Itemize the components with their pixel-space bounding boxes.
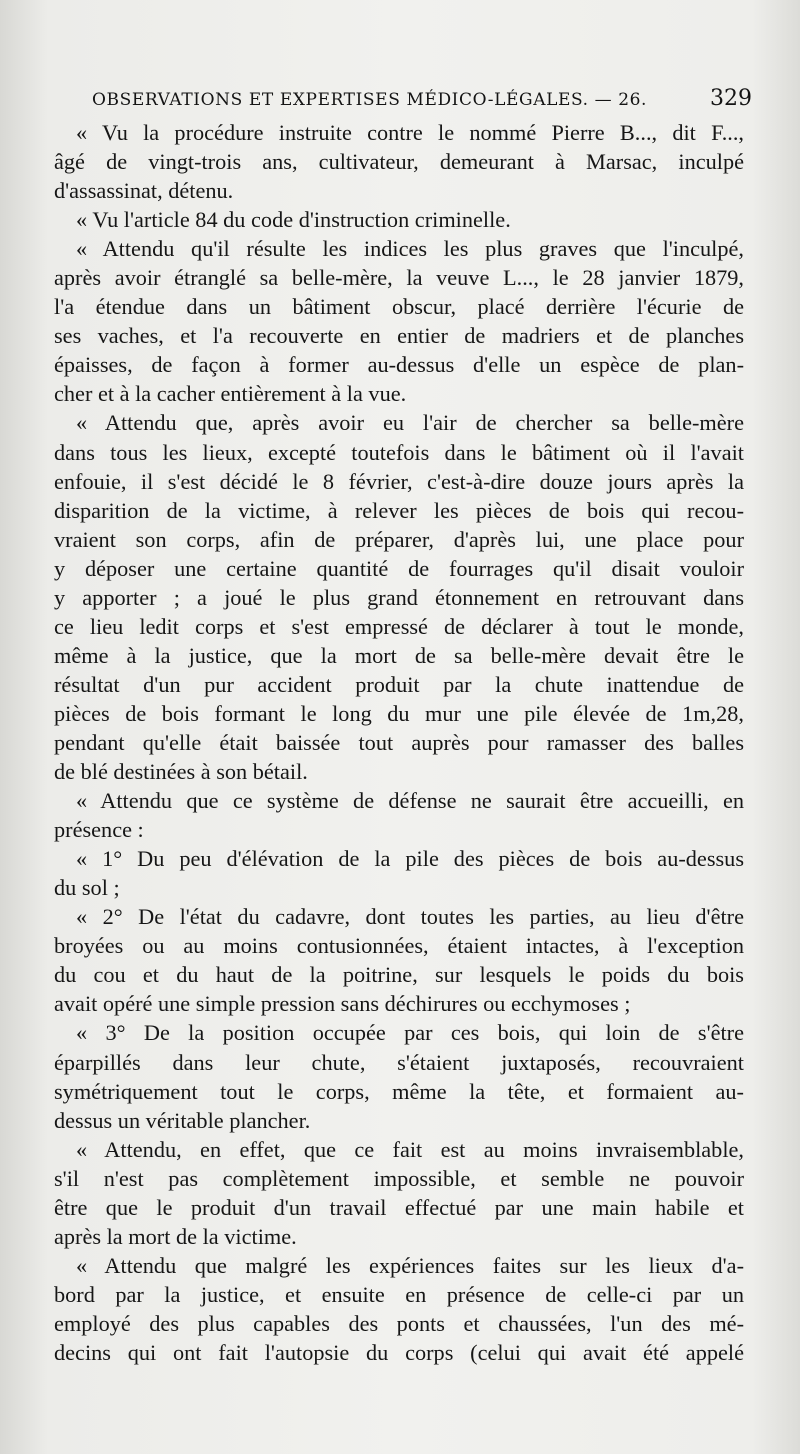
- text-line: « 3° De la position occupée par ces bois, qui loin de s'être: [76, 1020, 744, 1046]
- text-line: dessus un véritable plancher.: [54, 1107, 311, 1133]
- text-line: du sol ;: [54, 875, 120, 901]
- text-line: de blé destinées à son bétail.: [54, 759, 308, 785]
- text-line: pendant qu'elle était baissée tout auprès pour ramasser des balles: [54, 729, 744, 755]
- text-line: « 1° Du peu d'élévation de la pile des pièces de bois au-dessus: [76, 846, 744, 872]
- text-line: « Attendu, en effet, que ce fait est au moins invraisemblable,: [76, 1136, 744, 1162]
- text-line: du cou et du haut de la poitrine, sur lesquels le poids du bois: [54, 962, 744, 988]
- text-line: broyées ou au moins contusionnées, étaient intactes, à l'exception: [54, 933, 744, 959]
- text-line: « Attendu que ce système de défense ne saurait être accueilli, en: [76, 788, 744, 814]
- text-line: d'assassinat, détenu.: [54, 178, 234, 204]
- text-line: bord par la justice, et ensuite en présence de celle-ci par un: [54, 1281, 744, 1307]
- text-line: s'il n'est pas complètement impossible, et semble ne pouvoir: [54, 1165, 744, 1191]
- text-line: même à la justice, que la mort de sa belle-mère devait être le: [54, 642, 744, 668]
- page-header: [92, 86, 752, 116]
- text-line: symétriquement tout le corps, même la tête, et formaient au-: [54, 1078, 744, 1104]
- text-line: pièces de bois formant le long du mur une pile élevée de 1m,28,: [54, 700, 744, 726]
- text-line: cher et à la cacher entièrement à la vue.: [54, 381, 407, 407]
- page-number: 329: [710, 86, 752, 111]
- text-line: être que le produit d'un travail effectué par une main habile et: [54, 1194, 744, 1220]
- text-line: « Vu l'article 84 du code d'instruction criminelle.: [76, 207, 511, 233]
- text-line: ce lieu ledit corps et s'est empressé de déclarer à tout le monde,: [54, 613, 744, 639]
- text-line: après avoir étranglé sa belle-mère, la veuve L..., le 28 janvier 1879,: [54, 265, 744, 291]
- text-line: « Attendu que, après avoir eu l'air de chercher sa belle-mère: [76, 410, 744, 436]
- text-line: présence :: [54, 817, 144, 843]
- text-line: disparition de la victime, à relever les pièces de bois qui recou-: [54, 497, 744, 523]
- text-line: l'a étendue dans un bâtiment obscur, placé derrière l'écurie de: [54, 294, 744, 320]
- text-line: âgé de vingt-trois ans, cultivateur, demeurant à Marsac, inculpé: [54, 149, 744, 175]
- text-line: épaisses, de façon à former au-dessus d'elle un espèce de plan-: [54, 352, 744, 378]
- text-line: decins qui ont fait l'autopsie du corps (celui qui avait été appelé: [54, 1339, 744, 1365]
- text-line: « Attendu qu'il résulte les indices les plus graves que l'inculpé,: [76, 236, 744, 262]
- running-head: OBSERVATIONS ET EXPERTISES MÉDICO-LÉGALES. — 26.: [92, 90, 648, 110]
- text-line: ses vaches, et l'a recouverte en entier de madriers et de planches: [54, 323, 744, 349]
- text-line: « 2° De l'état du cadavre, dont toutes les parties, au lieu d'être: [76, 904, 744, 930]
- text-line: y déposer une certaine quantité de fourrages qu'il disait vouloir: [54, 555, 744, 581]
- text-line: enfouie, il s'est décidé le 8 février, c'est-à-dire douze jours après la: [54, 468, 744, 494]
- text-line: après la mort de la victime.: [54, 1223, 297, 1249]
- body-text: [54, 118, 744, 1367]
- text-line: « Attendu que malgré les expériences faites sur les lieux d'a-: [76, 1252, 744, 1278]
- text-line: « Vu la procédure instruite contre le nommé Pierre B..., dit F...,: [76, 120, 744, 145]
- text-line: vraient son corps, afin de préparer, d'après lui, une place pour: [54, 526, 744, 552]
- text-line: avait opéré une simple pression sans déchirures ou ecchymoses ;: [54, 991, 631, 1017]
- text-line: éparpillés dans leur chute, s'étaient juxtaposés, recouvraient: [54, 1049, 744, 1075]
- text-line: résultat d'un pur accident produit par la chute inattendue de: [54, 671, 744, 697]
- text-line: y apporter ; a joué le plus grand étonnement en retrouvant dans: [54, 584, 744, 610]
- text-line: employé des plus capables des ponts et chaussées, l'un des mé-: [54, 1310, 744, 1336]
- text-line: dans tous les lieux, excepté toutefois dans le bâtiment où il l'avait: [54, 439, 744, 465]
